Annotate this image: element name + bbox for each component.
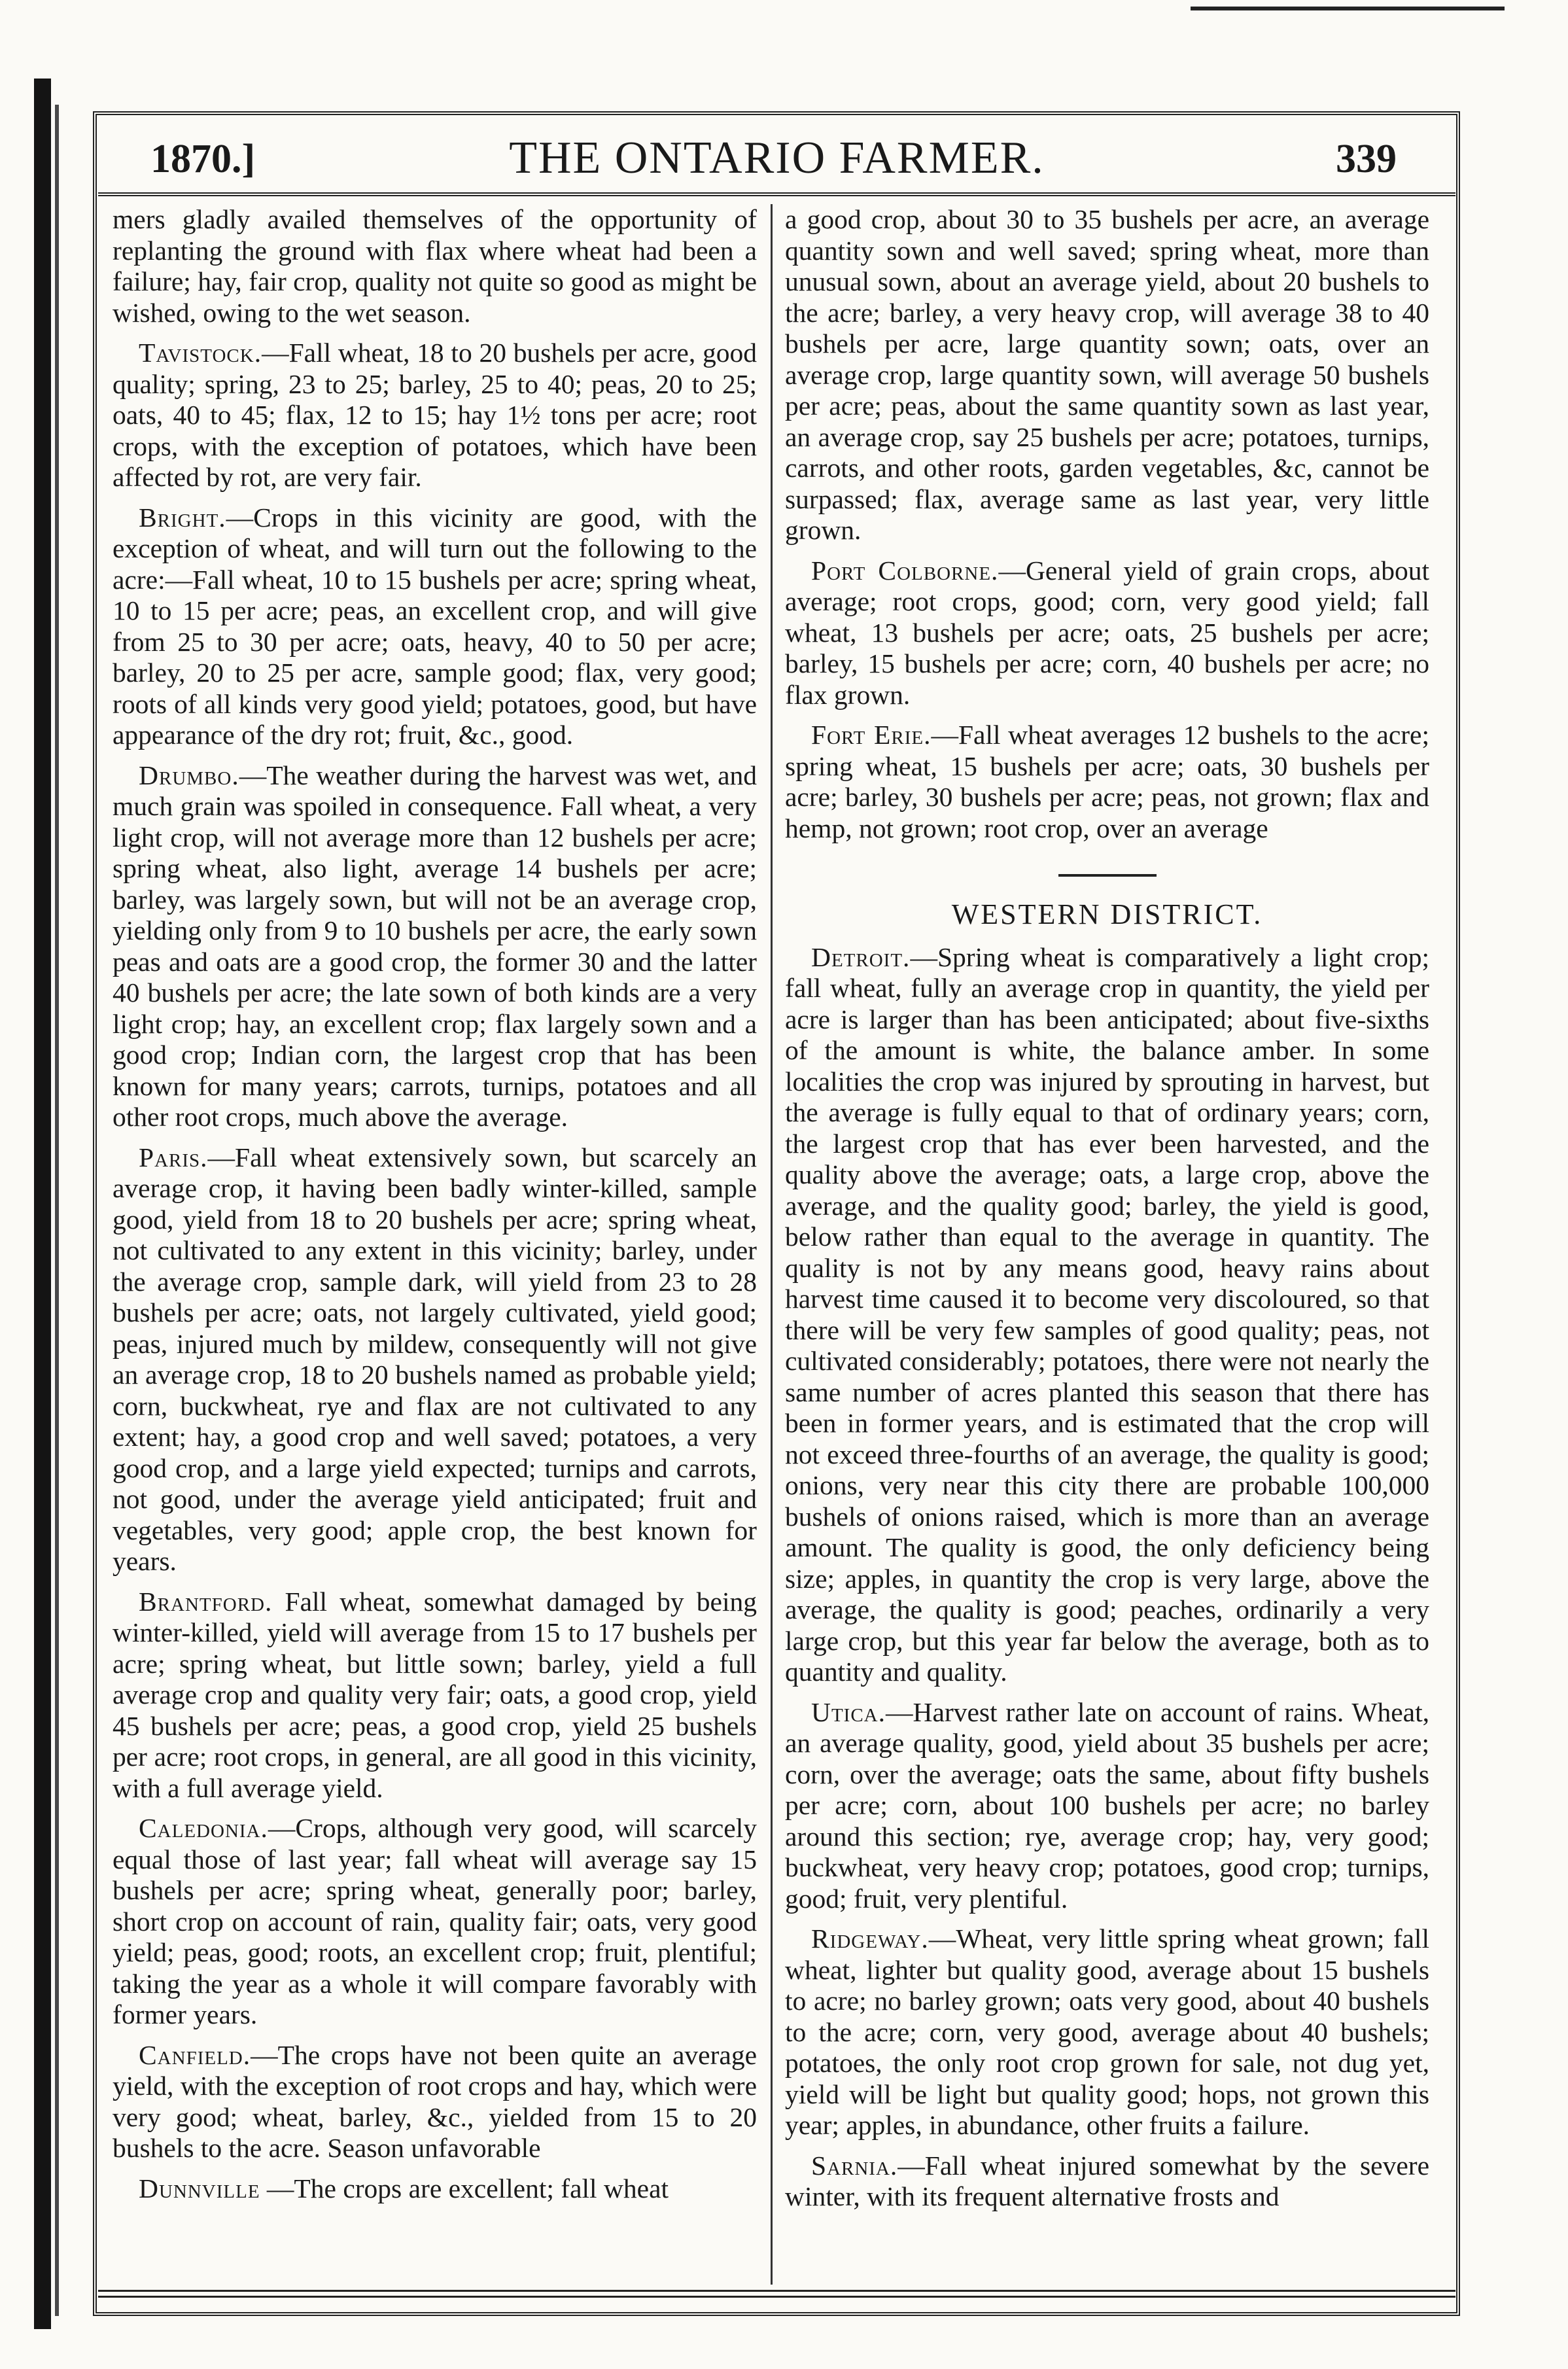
place-name: Caledonia. [139, 1813, 268, 1843]
place-name: Brantford. [139, 1586, 273, 1617]
report-bright: Bright.—Crops in this vicinity are good, with the exception of wheat, and will turn out the following to the acre:—Fall wheat, 10 to 15 bushels per acre; spring wheat, 10 to 15 per acre; peas, an excellent crop, and will give from 25 to 30 per acre; oats, heavy, 40 to 50 per acre; barley, 20 to 25 per acre, sample good; flax, very good; roots of all kinds very good yield; potatoes, good, but have appearance of the dry rot; fruit, &c., good. [113, 502, 757, 750]
section-heading: WESTERN DISTRICT. [951, 898, 1263, 930]
page-number: 339 [1336, 137, 1397, 181]
header-year: 1870.] [150, 137, 256, 181]
report-canfield: Canfield.—The crops have not been quite an average yield, with the exception of root crops and hay, which were very good; wheat, barley, &c., yielded from 15 to 20 bushels to the acre. Season unfavorable [113, 2039, 757, 2163]
bottom-rule [98, 2290, 1455, 2298]
report-sarnia: Sarnia.—Fall wheat injured somewhat by the severe winter, with its frequent alternative frosts and [785, 2150, 1429, 2211]
place-name: Dunnville [139, 2173, 260, 2203]
binding-spine [34, 79, 51, 2329]
place-name: Port Colborne. [811, 555, 999, 586]
top-edge-rule [1191, 7, 1505, 10]
report-detroit: Detroit.—Spring wheat is comparatively a light crop; fall wheat, fully an average crop in quantity, the yield per acre is larger than has been anticipated; about five-sixths of the amount is white, the balance amber. In some localities the crop was injured by sprouting in harvest, but the average is fully equal to that of ordinary years; corn, the largest crop that has ever been harvested, and the quality above the average; oats, a large crop, above the average, and the quality good; barley, the yield is good, below rather than equal to the average in quantity. The quality is not by any means good, heavy rains about harvest time caused it to become very discoloured, so that there will be very few samples of good quality; peas, not cultivated considerably; potatoes, there were not nearly the same number of acres planted this season that there has been in former years, and is estimated that the crop will not exceed three-fourths of an average, the quality is good; onions, very near this city there are probable 100,000 bushels of onions raised, which is more than an average amount. The quality is good, the only deficiency being size; apples, in quantity the crop is very large, above the average, the quality is good; peaches, ordinarily a very large crop, but this year far below the average, both as to quantity and quality. [785, 941, 1429, 1687]
place-name: Utica. [811, 1696, 886, 1727]
column-divider [771, 204, 773, 2285]
report-utica: Utica.—Harvest rather late on account of rains. Wheat, an average quality, good, yield about 35 bushels per acre; corn, over the average; oats the same, about fifty bushels per acre; corn, about 100 bushels per acre; no barley around this section; rye, average crop; hay, very good; buckwheat, very heavy crop; potatoes, good crop; turnips, good; fruit, very plentiful. [785, 1696, 1429, 1914]
report-ridgeway: Ridgeway.—Wheat, very little spring wheat grown; fall wheat, lighter but quality good, average about 15 bushels to acre; no barley grown; oats very good, about 40 bushels to the acre; corn, very good, average about 40 bushels; potatoes, the only root crop grown for sale, not dug yet, yield will be light but quality good; hops, not grown this year; apples, in abundance, other fruits a failure. [785, 1923, 1429, 2140]
place-name: Bright. [139, 502, 226, 533]
header-title: THE ONTARIO FARMER. [509, 133, 1045, 183]
report-drumbo: Drumbo.—The weather during the harvest was wet, and much grain was spoiled in consequence. Fall wheat, a very light crop, will not average more than 12 bushels per acre; spring wheat, also light, average 14 bushels per acre; barley, was largely sown, but will not be an average crop, yielding only from 9 to 10 bushels per acre, the early sown peas and oats are a good crop, the former 30 and the latter 40 bushels per acre; the late sown of both kinds are a very light crop; hay, an excellent crop; flax largely sown and a good crop; Indian corn, the largest crop that has been known for many years; carrots, turnips, potatoes and all other root crops, much above the average. [113, 760, 757, 1132]
report-fort-erie: Fort Erie.—Fall wheat averages 12 bushels to the acre; spring wheat, 15 bushels per acre; oats, 30 bushels per acre; barley, 30 bushels per acre; peas, not grown; flax and hemp, not grown; root crop, over an average [785, 720, 1430, 843]
section-rule [1058, 874, 1157, 877]
running-header [98, 124, 1455, 196]
right-column [785, 204, 1429, 2222]
report-dunnville: Dunnville —The crops are excellent; fall wheat [139, 2173, 669, 2203]
report-brantford: Brantford. Fall wheat, somewhat damaged by being winter-killed, yield will average from 15 to 17 bushels per acre; spring wheat, but little sown; barley, yield a full average crop and quality very fair; oats, a good crop, yield 45 bushels per acre; peas, a good crop, yield 25 bushels per acre; root crops, in general, are all good in this vicinity, with a full average yield. [113, 1586, 757, 1803]
left-column [113, 204, 757, 2213]
binding-shadow [55, 105, 59, 2316]
report-paris: Paris.—Fall wheat extensively sown, but scarcely an average crop, it having been badly winter-killed, sample good, yield from 18 to 20 bushels per acre; spring wheat, not cultivated to any extent in this vicinity; barley, under the average crop, sample dark, will yield from 23 to 28 bushels per acre; oats, not largely cultivated, yield good; peas, injured much by mildew, consequently will not give an average crop, 18 to 20 bushels named as probable yield; corn, buckwheat, rye and flax are not cultivated to any extent; hay, a good crop and well saved; potatoes, a very good crop, and a large yield expected; turnips and carrots, not good, under the average yield anticipated; fruit and vegetables, very good; apple crop, the best known for years. [113, 1142, 757, 1576]
place-name: Canfield. [139, 2039, 251, 2070]
place-name: Drumbo. [139, 760, 239, 790]
place-name: Tavistock. [139, 338, 262, 368]
report-caledonia: Caledonia.—Crops, although very good, will scarcely equal those of last year; fall wheat will average say 15 bushels per acre; spring wheat, generally poor; barley, short crop on account of rain, quality fair; oats, very good yield; peas, good; roots, an excellent crop; fruit, plentiful; taking the year as a whole it will compare favorably with former years. [113, 1813, 757, 2029]
place-name: Paris. [139, 1142, 208, 1172]
report-paragraph: mers gladly availed themselves of the opportunity of replanting the ground with flax where wheat had been a failure; hay, fair crop, quality not quite so good as might be wished, owing to the wet season. [113, 204, 757, 328]
report-tavistock: Tavistock.—Fall wheat, 18 to 20 bushels per acre, good quality; spring, 23 to 25; barley, 25 to 40; peas, 20 to 25; oats, 40 to 45; flax, 12 to 15; hay 1½ tons per acre; root crops, with the exception of potatoes, which have been affected by rot, are very fair. [113, 338, 757, 492]
report-port-colborne: Port Colborne.—General yield of grain crops, about average; root crops, good; corn, very good yield; fall wheat, 13 bushels per acre; oats, 25 bushels per acre; barley, 15 bushels per acre; corn, 40 bushels per acre; no flax grown. [785, 555, 1429, 710]
place-name: Sarnia. [811, 2150, 898, 2181]
place-name: Fort Erie. [811, 720, 932, 750]
place-name: Detroit. [811, 941, 911, 972]
place-name: Ridgeway. [811, 1923, 929, 1954]
report-paragraph: a good crop, about 30 to 35 bushels per acre, an average quantity sown and well saved; spring wheat, more than unusual sown, about an average yield, about 20 bushels to the acre; barley, a very heavy crop, will average 38 to 40 bushels per acre, large quantity sown; oats, over an average crop, large quantity sown, will average 50 bushels per acre; peas, about the same quantity sown as last year, an average crop, say 25 bushels per acre; potatoes, turnips, carrots, and other roots, garden vegetables, &c, cannot be surpassed; flax, average same as last year, very little grown. [785, 204, 1429, 545]
